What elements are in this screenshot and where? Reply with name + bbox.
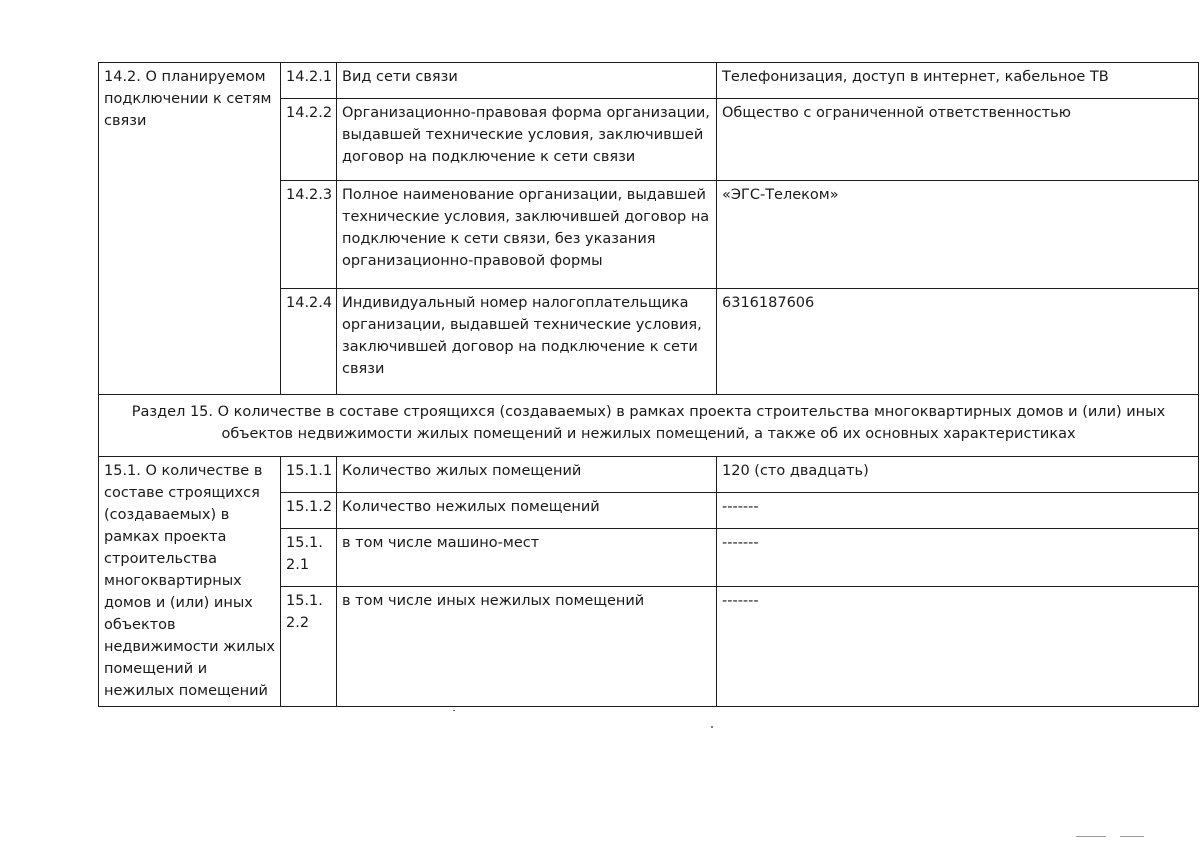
row-label: Количество жилых помещений: [337, 457, 717, 493]
scan-speck: [1076, 836, 1106, 837]
row-code: 15.1.2.1: [281, 529, 337, 587]
table-row: [99, 457, 1199, 493]
row-label: Организационно-правовая форма организации, выдавшей технические условия, заключившей договор на подключение к сети связи: [337, 99, 717, 181]
row-code: 14.2.3: [281, 181, 337, 289]
row-label: в том числе машино-мест: [337, 529, 717, 587]
row-value: 120 (сто двадцать): [717, 457, 1199, 493]
row-code: 14.2.2: [281, 99, 337, 181]
group-title: 15.1. О количестве в составе строящихся (создаваемых) в рамках проекта строительства многоквартирных домов и (или) иных объектов недвижимости жилых помещений и нежилых помещений: [104, 463, 275, 699]
row-code: 15.1.1: [281, 457, 337, 493]
group-title: 14.2. О планируемом подключении к сетям связи: [104, 69, 272, 129]
row-code: 15.1.2: [281, 493, 337, 529]
row-label: Индивидуальный номер налогоплательщика организации, выдавшей технические условия, заключившей договор на подключение к сети связи: [337, 289, 717, 395]
row-label: Количество нежилых помещений: [337, 493, 717, 529]
table-row: [99, 63, 1199, 99]
project-declaration-table: [98, 62, 1199, 707]
row-code: 15.1.2.2: [281, 587, 337, 707]
row-value: -------: [717, 529, 1199, 587]
row-value: 6316187606: [717, 289, 1199, 395]
row-value: Телефонизация, доступ в интернет, кабельное ТВ: [717, 63, 1199, 99]
scan-speck: [453, 710, 455, 711]
row-value: Общество с ограниченной ответственностью: [717, 99, 1199, 181]
section-heading: Раздел 15. О количестве в составе строящихся (создаваемых) в рамках проекта строительства многоквартирных домов и (или) иных объектов недвижимости жилых помещений и нежилых помещений, а также об их основных характеристиках: [99, 395, 1199, 457]
scan-speck: [1120, 836, 1144, 837]
row-value: «ЭГС-Телеком»: [717, 181, 1199, 289]
section-heading-row: [99, 395, 1199, 457]
group-title-cell: [99, 63, 281, 395]
row-label: в том числе иных нежилых помещений: [337, 587, 717, 707]
scan-speck: [711, 726, 713, 728]
group-title-cell: [99, 457, 281, 707]
row-code: 14.2.1: [281, 63, 337, 99]
row-value: -------: [717, 493, 1199, 529]
row-value: -------: [717, 587, 1199, 707]
row-label: Полное наименование организации, выдавшей технические условия, заключившей договор на подключение к сети связи, без указания организационно-правовой формы: [337, 181, 717, 289]
row-code: 14.2.4: [281, 289, 337, 395]
row-label: Вид сети связи: [337, 63, 717, 99]
